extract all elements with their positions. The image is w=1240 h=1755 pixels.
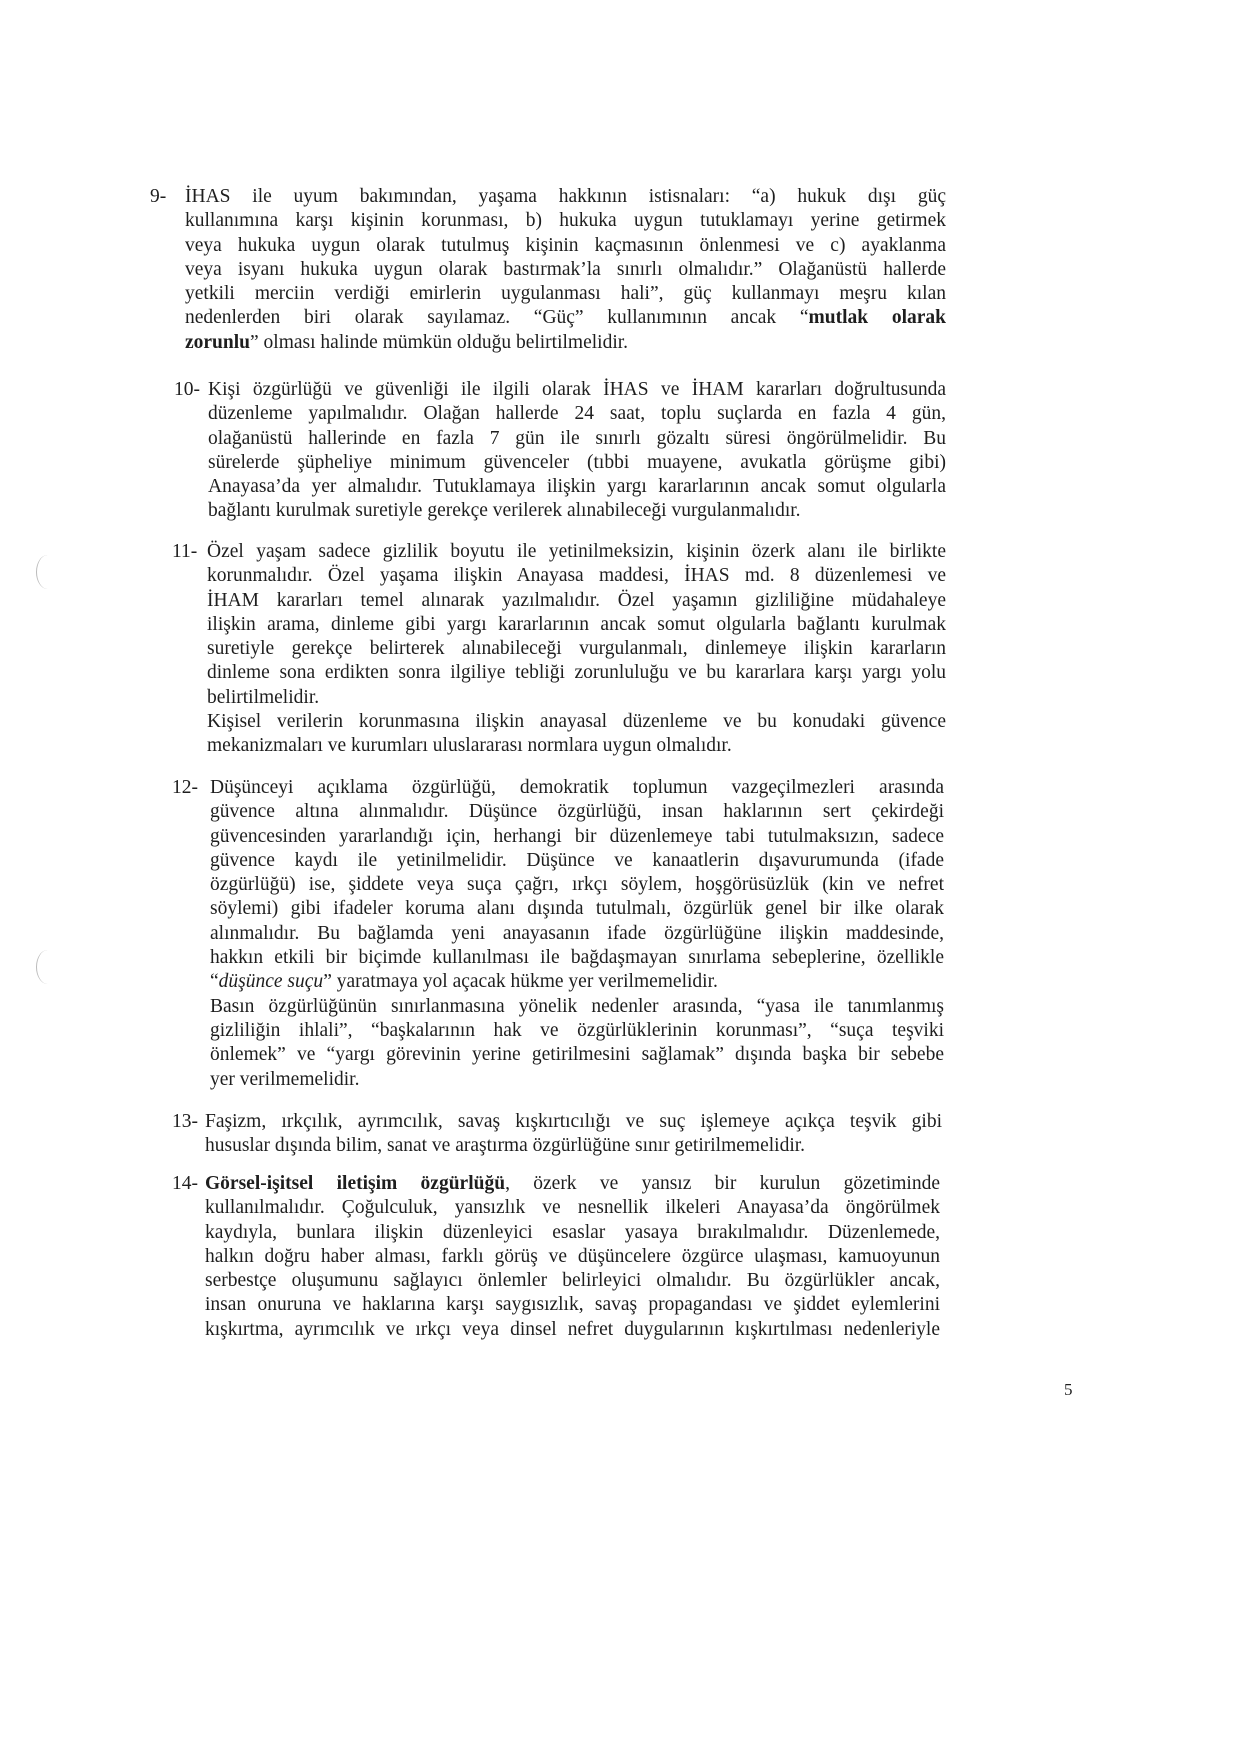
- text-segment: “: [210, 971, 219, 993]
- text-segment: önlemek” ve “yargı görevinin yerine getirilmesini sağlamak” dışında başka bir sebebe: [210, 1044, 944, 1066]
- text-line: [207, 637, 946, 661]
- item-text: [207, 540, 946, 759]
- text-line: [185, 234, 946, 258]
- text-line: [210, 800, 944, 824]
- text-segment: Düşünceyi açıklama özgürlüğü, demokratik toplumun vazgeçilmezleri arasında: [210, 777, 944, 798]
- bold-text: mutlak olarak: [808, 307, 946, 329]
- text-line: [185, 282, 946, 306]
- text-line: [185, 306, 946, 330]
- text-segment: , özerk ve yansız bir kurulun gözetiminde: [505, 1173, 940, 1194]
- text-segment: yetkili merciin verdiği emirlerin uygulanması hali”, güç kullanmayı meşru kılan: [185, 283, 946, 305]
- text-segment: alınmalıdır. Bu bağlamda yeni anayasanın ifade özgürlüğüne ilişkin maddesinde,: [210, 922, 944, 944]
- text-line: [210, 922, 944, 946]
- text-line: [210, 946, 944, 970]
- text-line: [210, 849, 944, 873]
- item-number: 12-: [172, 777, 198, 798]
- text-segment: güvence altına alınmalıdır. Düşünce özgürlüğü, insan haklarının sert çekirdeği: [210, 801, 944, 823]
- text-line: [210, 897, 944, 921]
- text-line: [208, 499, 946, 523]
- text-segment: gizliliğin ihlali”, “başkalarının hak ve özgürlüklerinin korunması”, “suça teşviki: [210, 1019, 944, 1041]
- text-line: [208, 427, 946, 451]
- text-segment: söylemi) gibi ifadeler koruma alanı dışında tutulmalı, özgürlük genel bir ilke olarak: [210, 898, 944, 920]
- bold-text: Görsel-işitsel iletişim özgürlüğü: [205, 1173, 506, 1194]
- text-segment: Basın özgürlüğünün sınırlanmasına yönelik nedenler arasında, “yasa ile tanımlanmış: [210, 995, 944, 1017]
- text-line: [205, 1221, 940, 1245]
- text-line: [208, 475, 946, 499]
- text-segment: Kişi özgürlüğü ve güvenliği ile ilgili olarak İHAS ve İHAM kararları doğrultusunda: [208, 379, 946, 400]
- item-text: [205, 1172, 940, 1342]
- text-segment: düzenleme yapılmalıdır. Olağan hallerde 24 saat, toplu suçlarda en fazla 4 gün,: [208, 403, 946, 425]
- text-line: [205, 1269, 940, 1293]
- text-line: [185, 331, 946, 355]
- text-segment: Anayasa’da yer almalıdır. Tutuklamaya ilişkin yargı kararlarının ancak somut olgularla: [208, 476, 946, 498]
- text-segment: belirtilmelidir.: [207, 686, 320, 708]
- text-line: [210, 1019, 944, 1043]
- text-line: [210, 1068, 944, 1092]
- item-number: 14-: [172, 1173, 198, 1194]
- text-line: [210, 995, 944, 1019]
- bold-text: zorunlu: [185, 331, 251, 353]
- text-segment: mekanizmaları ve kurumları uluslararası normlara uygun olmalıdır.: [207, 735, 732, 757]
- item-text: [208, 378, 946, 524]
- text-line: [210, 1043, 944, 1067]
- text-line: [207, 540, 946, 564]
- text-segment: hakkın etkili bir biçimde kullanılması ile bağdaşmayan sınırlama sebeplerine, özellikle: [210, 947, 944, 969]
- text-line: [185, 209, 946, 233]
- item-text: [205, 1110, 942, 1159]
- text-line: [205, 1110, 942, 1134]
- text-segment: Faşizm, ırkçılık, ayrımcılık, savaş kışkırtıcılığı ve suç işlemeye açıkça teşvik gibi: [205, 1111, 942, 1132]
- text-line: [208, 402, 946, 426]
- text-line: [210, 873, 944, 897]
- text-line: [210, 776, 944, 800]
- text-line: [205, 1196, 940, 1220]
- text-segment: ilişkin arama, dinleme gibi yargı kararlarının ancak somut olgularla bağlantı kurulmak: [207, 613, 946, 635]
- text-segment: dinleme sona erdikten sonra ilgiliye tebliği zorunluluğu ve bu kararlara karşı yargı yolu: [207, 662, 946, 684]
- text-line: [210, 970, 944, 994]
- scan-hole-mark: [36, 950, 59, 984]
- item-text: [185, 185, 946, 355]
- text-segment: ” olması halinde mümkün olduğu belirtilmelidir.: [250, 331, 629, 353]
- text-segment: kullanımına karşı kişinin korunması, b) hukuka uygun tutuklamayı yerine getirmek: [185, 210, 946, 232]
- text-line: [207, 613, 946, 637]
- text-line: [207, 564, 946, 588]
- scan-hole-mark: [36, 555, 59, 589]
- text-segment: İHAS ile uyum bakımından, yaşama hakkının istisnaları: “a) hukuk dışı güç: [185, 186, 946, 207]
- text-line: [185, 258, 946, 282]
- text-segment: ” yaratmaya yol açacak hükme yer verilmemelidir.: [323, 971, 718, 993]
- text-segment: kaydıyla, bunlara ilişkin düzenleyici esaslar yasaya bırakılmalıdır. Düzenlemede,: [205, 1221, 940, 1243]
- text-segment: İHAM kararları temel alınarak yazılmalıdır. Özel yaşamın gizliliğine müdahaleye: [207, 589, 946, 611]
- text-segment: hususlar dışında bilim, sanat ve araştırma özgürlüğüne sınır getirilmemelidir.: [205, 1135, 806, 1157]
- text-segment: güvence kaydı ile yetinilmelidir. Düşünce ve kanaatlerin dışavurumunda (ifade: [210, 849, 944, 871]
- text-segment: serbestçe oluşumunu sağlayıcı önlemler belirleyici olmalıdır. Bu özgürlükler ancak,: [205, 1270, 940, 1292]
- text-segment: halkın doğru haber alması, farklı görüş ve düşüncelere özgürce ulaşması, kamuoyunun: [205, 1245, 940, 1267]
- text-segment: veya isyanı hukuka uygun olarak bastırmak’la sınırlı olmalıdır.” Olağanüstü hallerde: [185, 258, 946, 280]
- text-segment: insan onuruna ve haklarına karşı saygısızlık, savaş propagandası ve şiddet eylemlerini: [205, 1294, 940, 1316]
- text-segment: Kişisel verilerin korunmasına ilişkin anayasal düzenleme ve bu konudaki güvence: [207, 711, 946, 733]
- text-line: [207, 661, 946, 685]
- text-line: [207, 734, 946, 758]
- text-segment: yer verilmemelidir.: [210, 1068, 360, 1090]
- text-segment: bağlantı kurulmak suretiyle gerekçe verilerek alınabileceği vurgulanmalıdır.: [208, 500, 801, 522]
- text-line: [208, 378, 946, 402]
- text-segment: kışkırtma, ayrımcılık ve ırkçı veya dinsel nefret duygularının kışkırtılması nedenleriyle: [205, 1318, 940, 1340]
- text-segment: olağanüstü hallerinde en fazla 7 gün ile sınırlı gözaltı süresi öngörülmelidir. Bu: [208, 427, 946, 449]
- text-line: [205, 1172, 940, 1196]
- text-segment: korunmalıdır. Özel yaşama ilişkin Anayasa maddesi, İHAS md. 8 düzenlemesi ve: [207, 565, 946, 587]
- text-line: [208, 451, 946, 475]
- text-line: [205, 1318, 940, 1342]
- text-segment: güvencesinden yararlandığı için, herhangi bir düzenlemeye tabi tutulmaksızın, sadece: [210, 825, 944, 847]
- text-line: [185, 185, 946, 209]
- item-number: 13-: [172, 1111, 198, 1132]
- text-segment: nedenlerden biri olarak sayılamaz. “Güç” kullanımının ancak “: [185, 307, 809, 329]
- text-line: [207, 710, 946, 734]
- italic-text: düşünce suçu: [218, 971, 324, 993]
- text-segment: veya hukuka uygun olarak tutulmuş kişinin kaçmasının önlenmesi ve c) ayaklanma: [185, 234, 946, 256]
- text-segment: özgürlüğü) ise, şiddete veya suça çağrı, ırkçı söylem, hoşgörüsüzlük (kin ve nefret: [210, 874, 944, 896]
- text-line: [205, 1134, 942, 1158]
- text-line: [207, 686, 946, 710]
- text-segment: kullanılmalıdır. Çoğulculuk, yansızlık ve nesnellik ilkeleri Anayasa’da öngörülmek: [205, 1197, 940, 1219]
- text-segment: suretiyle gerekçe belirterek alınabileceği vurgulanmalı, dinlemeye ilişkin kararların: [207, 638, 946, 660]
- text-line: [210, 825, 944, 849]
- text-segment: Özel yaşam sadece gizlilik boyutu ile yetinilmeksizin, kişinin özerk alanı ile birlikte: [207, 541, 946, 562]
- text-line: [205, 1245, 940, 1269]
- text-line: [205, 1293, 940, 1317]
- page-number: 5: [1064, 1380, 1073, 1399]
- text-line: [207, 589, 946, 613]
- text-segment: sürelerde şüpheliye minimum güvenceler (tıbbi muayene, avukatla görüşme gibi): [208, 451, 946, 473]
- item-number: 9-: [150, 186, 167, 207]
- item-number: 11-: [172, 541, 198, 562]
- item-number: 10-: [174, 379, 200, 400]
- item-text: [210, 776, 944, 1092]
